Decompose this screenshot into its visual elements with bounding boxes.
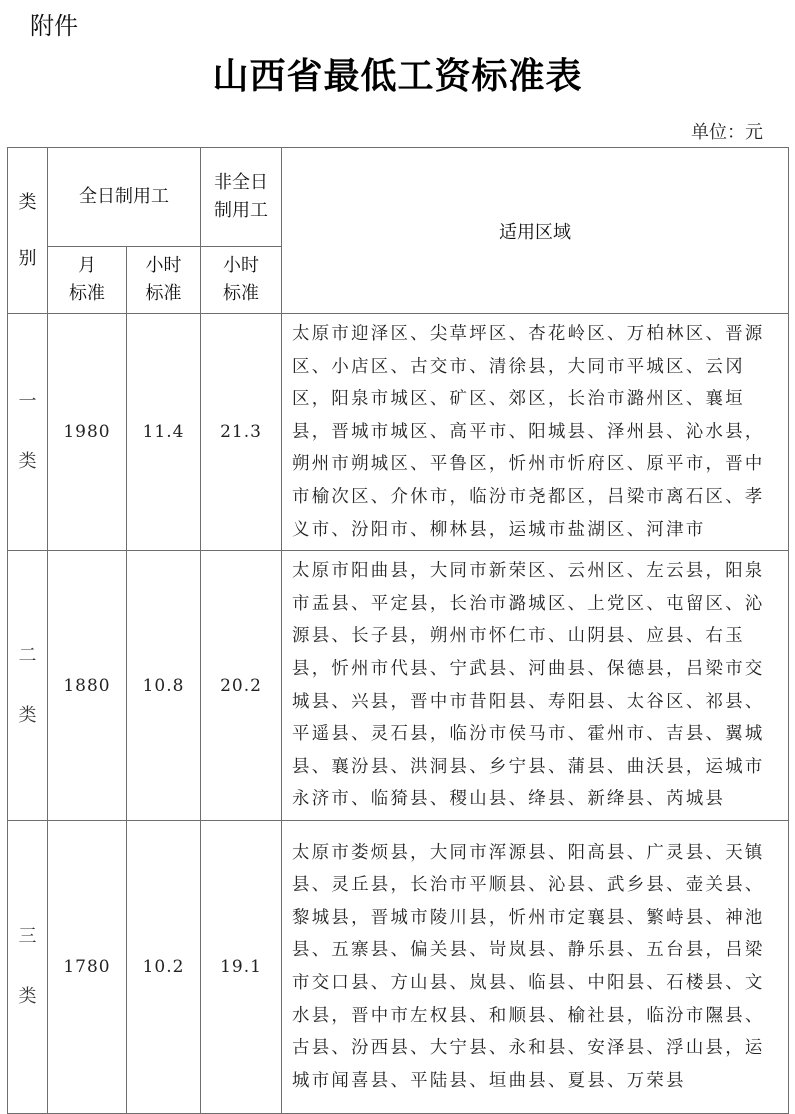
region-cell: 太原市娄烦县，大同市浑源县、阳高县、广灵县、天镇县、灵丘县，长治市平顺县、沁县、武乡县、壶关县、黎城县，晋城市陵川县，忻州市定襄县、繁峙县、神池县、五寨县、偏关县、岢岚县、静乐县、五台县，吕梁市交口县、方山县、岚县、临县、中阳县、石楼县、文水县，晋中市左权县、和顺县、榆社县，临汾市隰县、古县、汾西县、大宁县、永和县、安泽县、浮山县，运城市闻喜县、平陆县、垣曲县、夏县、万荣县 [282, 820, 789, 1113]
part-time-hourly-value: 19.1 [201, 820, 282, 1113]
table-row [8, 314, 789, 551]
category-char: 类 [18, 704, 37, 726]
category-header [8, 148, 48, 314]
hourly-value: 10.8 [127, 551, 201, 821]
hourly-value: 10.2 [127, 820, 201, 1113]
part-time-header [201, 148, 282, 247]
hourly-standard-header [127, 247, 201, 314]
monthly-value: 1980 [48, 314, 127, 551]
category-header-top: 类 [18, 191, 37, 213]
pt-hourly-header-line1: 小时 [223, 255, 259, 276]
attachment-label: 附件 [30, 12, 78, 40]
document-title: 山西省最低工资标准表 [212, 55, 583, 97]
hourly-value: 11.4 [127, 314, 201, 551]
category-cell [8, 551, 48, 821]
category-cell [8, 820, 48, 1113]
category-header-bottom: 别 [18, 247, 37, 269]
part-time-header-line1: 非全日 [214, 172, 268, 193]
region-cell: 太原市迎泽区、尖草坪区、杏花岭区、万柏林区、晋源区、小店区、古交市、清徐县，大同市平城区、云冈区，阳泉市城区、矿区、郊区，长治市潞州区、襄垣县，晋城市城区、高平市、阳城县、泽州县、沁水县，朔州市朔城区、平鲁区，忻州市忻府区、原平市，晋中市榆次区、介休市，临汾市尧都区，吕梁市离石区、孝义市、汾阳市、柳林县，运城市盐湖区、河津市 [282, 314, 789, 551]
part-time-hourly-header [201, 247, 282, 314]
category-char: 类 [18, 985, 37, 1007]
hourly-header-line2: 标准 [145, 283, 182, 304]
monthly-header-line2: 标准 [69, 283, 105, 304]
header-row-1 [8, 148, 789, 247]
category-cell [8, 314, 48, 551]
part-time-header-line2: 制用工 [214, 200, 268, 221]
minimum-wage-table [7, 147, 789, 1114]
region-header: 适用区域 [282, 148, 789, 314]
monthly-standard-header [48, 247, 127, 314]
monthly-value: 1880 [48, 551, 127, 821]
category-char: 二 [18, 644, 37, 666]
monthly-value: 1780 [48, 820, 127, 1113]
full-time-header: 全日制用工 [48, 148, 201, 247]
pt-hourly-header-line2: 标准 [223, 283, 259, 304]
region-cell: 太原市阳曲县，大同市新荣区、云州区、左云县，阳泉市盂县、平定县，长治市潞城区、上党区、屯留区、沁源县、长子县，朔州市怀仁市、山阴县、应县、右玉县，忻州市代县、宁武县、河曲县、保德县，吕梁市交城县、兴县，晋中市昔阳县、寿阳县、太谷区、祁县、平遥县、灵石县，临汾市侯马市、霍州市、吉县、翼城县、襄汾县、洪洞县、乡宁县、蒲县、曲沃县，运城市永济市、临猗县、稷山县、绛县、新绛县、芮城县 [282, 551, 789, 821]
table-row [8, 820, 789, 1113]
category-char: 三 [18, 925, 37, 947]
monthly-header-line1: 月 [78, 255, 96, 276]
part-time-hourly-value: 20.2 [201, 551, 282, 821]
unit-label: 单位：元 [691, 122, 763, 143]
category-char: 一 [18, 391, 37, 413]
category-char: 类 [18, 451, 37, 473]
table-row [8, 551, 789, 821]
hourly-header-line1: 小时 [145, 255, 182, 276]
part-time-hourly-value: 21.3 [201, 314, 282, 551]
